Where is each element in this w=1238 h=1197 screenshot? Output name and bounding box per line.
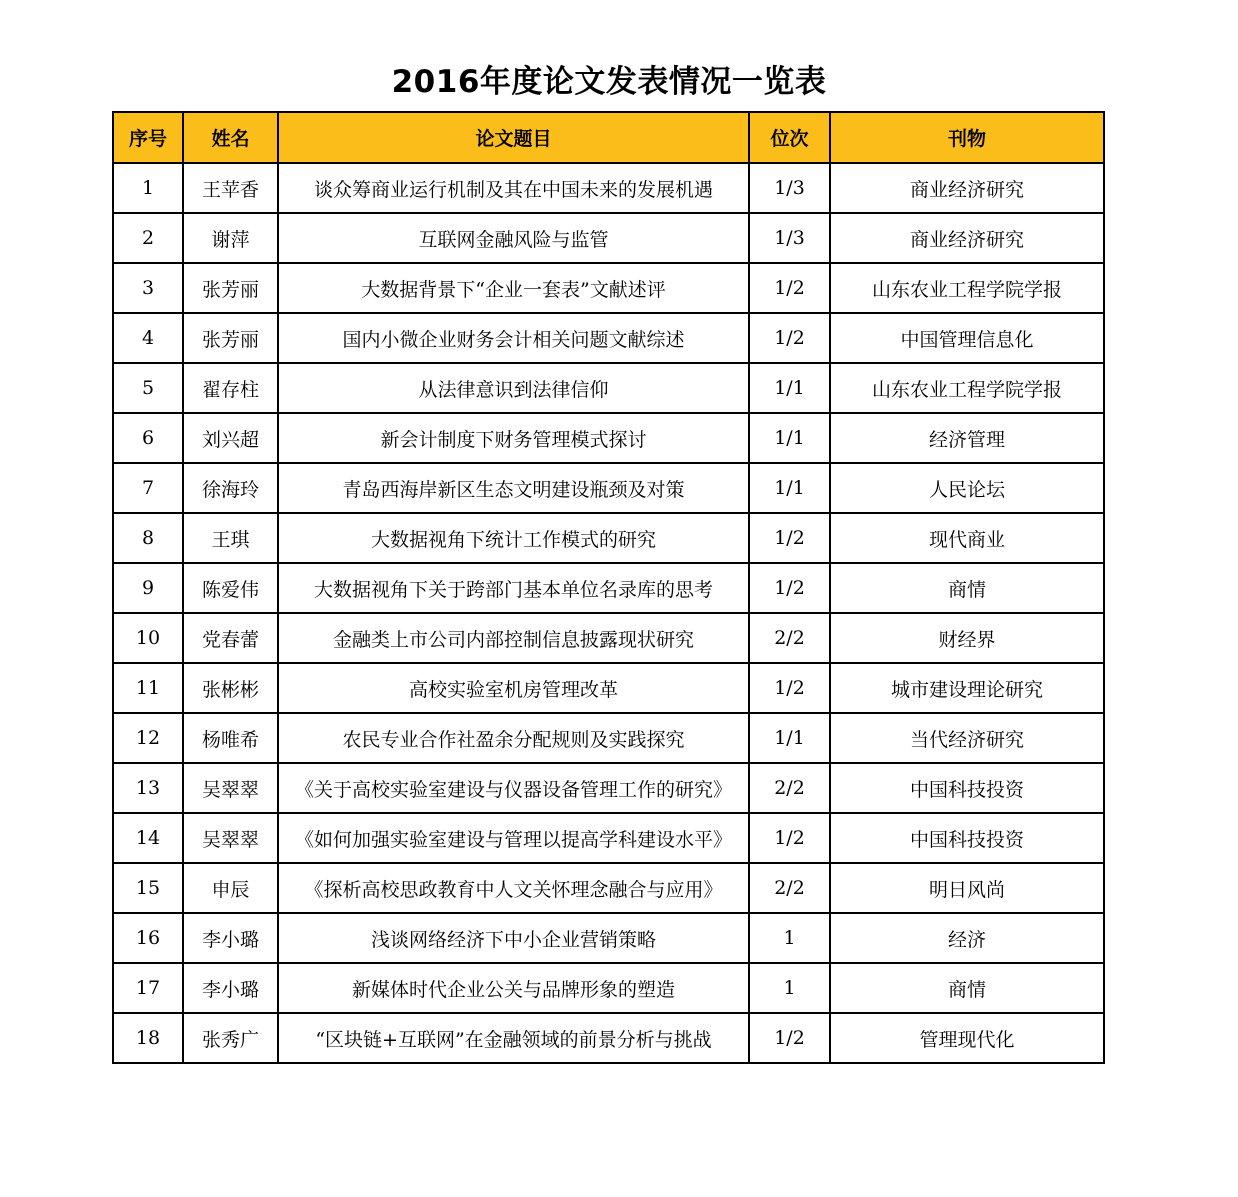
cell-paper-title: 高校实验室机房管理改革 <box>278 663 749 713</box>
table-body <box>113 163 1104 1063</box>
cell-index: 6 <box>113 413 183 463</box>
cell-author-name: 张秀广 <box>183 1013 278 1063</box>
cell-paper-title: 浅谈网络经济下中小企业营销策略 <box>278 913 749 963</box>
cell-index: 9 <box>113 563 183 613</box>
cell-journal: 商情 <box>830 963 1104 1013</box>
cell-journal: 管理现代化 <box>830 1013 1104 1063</box>
table-row <box>113 913 1104 963</box>
cell-author-rank: 2/2 <box>749 863 830 913</box>
table-header <box>113 112 1104 163</box>
cell-author-rank: 1/1 <box>749 713 830 763</box>
cell-author-rank: 1/2 <box>749 263 830 313</box>
cell-author-name: 李小璐 <box>183 913 278 963</box>
cell-index: 16 <box>113 913 183 963</box>
cell-index: 7 <box>113 463 183 513</box>
cell-journal: 中国管理信息化 <box>830 313 1104 363</box>
table-row <box>113 863 1104 913</box>
cell-journal: 财经界 <box>830 613 1104 663</box>
cell-paper-title: 国内小微企业财务会计相关问题文献综述 <box>278 313 749 363</box>
table-row <box>113 363 1104 413</box>
table-row <box>113 163 1104 213</box>
table-row <box>113 663 1104 713</box>
cell-journal: 商业经济研究 <box>830 213 1104 263</box>
table-row <box>113 1013 1104 1063</box>
table-row <box>113 263 1104 313</box>
cell-paper-title: 《如何加强实验室建设与管理以提高学科建设水平》 <box>278 813 749 863</box>
cell-paper-title: 互联网金融风险与监管 <box>278 213 749 263</box>
cell-paper-title: 《关于高校实验室建设与仪器设备管理工作的研究》 <box>278 763 749 813</box>
cell-author-name: 陈爱伟 <box>183 563 278 613</box>
cell-author-rank: 2/2 <box>749 763 830 813</box>
cell-index: 14 <box>113 813 183 863</box>
cell-author-name: 刘兴超 <box>183 413 278 463</box>
table-row <box>113 963 1104 1013</box>
header-name: 姓名 <box>183 112 278 163</box>
cell-paper-title: 谈众筹商业运行机制及其在中国未来的发展机遇 <box>278 163 749 213</box>
cell-author-rank: 1/3 <box>749 163 830 213</box>
cell-author-rank: 1/1 <box>749 463 830 513</box>
cell-paper-title: 《探析高校思政教育中人文关怀理念融合与应用》 <box>278 863 749 913</box>
cell-author-rank: 1/1 <box>749 363 830 413</box>
table-row <box>113 313 1104 363</box>
cell-journal: 人民论坛 <box>830 463 1104 513</box>
header-journal: 刊物 <box>830 112 1104 163</box>
header-author-rank: 位次 <box>749 112 830 163</box>
cell-author-name: 王琪 <box>183 513 278 563</box>
cell-author-rank: 2/2 <box>749 613 830 663</box>
page-title: 2016年度论文发表情况一览表 <box>391 64 827 100</box>
cell-paper-title: 从法律意识到法律信仰 <box>278 363 749 413</box>
cell-author-rank: 1/2 <box>749 1013 830 1063</box>
cell-paper-title: 青岛西海岸新区生态文明建设瓶颈及对策 <box>278 463 749 513</box>
table-row <box>113 563 1104 613</box>
cell-journal: 明日风尚 <box>830 863 1104 913</box>
cell-index: 2 <box>113 213 183 263</box>
cell-author-name: 张芳丽 <box>183 263 278 313</box>
table-row <box>113 813 1104 863</box>
cell-paper-title: 新会计制度下财务管理模式探讨 <box>278 413 749 463</box>
table-row <box>113 413 1104 463</box>
cell-journal: 商情 <box>830 563 1104 613</box>
cell-journal: 中国科技投资 <box>830 763 1104 813</box>
cell-index: 15 <box>113 863 183 913</box>
cell-paper-title: 金融类上市公司内部控制信息披露现状研究 <box>278 613 749 663</box>
table-row <box>113 463 1104 513</box>
cell-author-rank: 1 <box>749 913 830 963</box>
cell-author-name: 杨唯希 <box>183 713 278 763</box>
cell-author-name: 张芳丽 <box>183 313 278 363</box>
cell-index: 5 <box>113 363 183 413</box>
cell-index: 13 <box>113 763 183 813</box>
cell-author-rank: 1/2 <box>749 813 830 863</box>
publication-table <box>112 111 1105 1064</box>
cell-index: 8 <box>113 513 183 563</box>
cell-author-rank: 1/2 <box>749 513 830 563</box>
cell-author-name: 申辰 <box>183 863 278 913</box>
cell-author-name: 吴翠翠 <box>183 763 278 813</box>
cell-author-rank: 1/2 <box>749 663 830 713</box>
cell-journal: 商业经济研究 <box>830 163 1104 213</box>
cell-paper-title: 新媒体时代企业公关与品牌形象的塑造 <box>278 963 749 1013</box>
cell-index: 3 <box>113 263 183 313</box>
table-row <box>113 513 1104 563</box>
cell-journal: 中国科技投资 <box>830 813 1104 863</box>
cell-journal: 经济管理 <box>830 413 1104 463</box>
cell-index: 12 <box>113 713 183 763</box>
cell-index: 1 <box>113 163 183 213</box>
cell-journal: 山东农业工程学院学报 <box>830 263 1104 313</box>
cell-journal: 经济 <box>830 913 1104 963</box>
cell-index: 11 <box>113 663 183 713</box>
cell-author-name: 翟存柱 <box>183 363 278 413</box>
cell-index: 18 <box>113 1013 183 1063</box>
cell-author-name: 张彬彬 <box>183 663 278 713</box>
cell-paper-title: 大数据背景下“企业一套表”文献述评 <box>278 263 749 313</box>
cell-author-rank: 1/2 <box>749 313 830 363</box>
cell-author-name: 吴翠翠 <box>183 813 278 863</box>
cell-journal: 山东农业工程学院学报 <box>830 363 1104 413</box>
header-row <box>113 112 1104 163</box>
cell-author-rank: 1 <box>749 963 830 1013</box>
cell-index: 17 <box>113 963 183 1013</box>
header-index: 序号 <box>113 112 183 163</box>
cell-paper-title: 农民专业合作社盈余分配规则及实践探究 <box>278 713 749 763</box>
table-row <box>113 763 1104 813</box>
cell-author-rank: 1/3 <box>749 213 830 263</box>
cell-author-rank: 1/1 <box>749 413 830 463</box>
cell-author-name: 李小璐 <box>183 963 278 1013</box>
table-row <box>113 213 1104 263</box>
cell-journal: 城市建设理论研究 <box>830 663 1104 713</box>
cell-author-name: 徐海玲 <box>183 463 278 513</box>
cell-journal: 当代经济研究 <box>830 713 1104 763</box>
cell-paper-title: 大数据视角下关于跨部门基本单位名录库的思考 <box>278 563 749 613</box>
table-row <box>113 713 1104 763</box>
table-row <box>113 613 1104 663</box>
cell-paper-title: “区块链+互联网”在金融领域的前景分析与挑战 <box>278 1013 749 1063</box>
cell-author-name: 党春蕾 <box>183 613 278 663</box>
cell-paper-title: 大数据视角下统计工作模式的研究 <box>278 513 749 563</box>
cell-author-name: 谢萍 <box>183 213 278 263</box>
cell-index: 10 <box>113 613 183 663</box>
cell-author-name: 王苹香 <box>183 163 278 213</box>
cell-index: 4 <box>113 313 183 363</box>
header-paper-title: 论文题目 <box>278 112 749 163</box>
cell-journal: 现代商业 <box>830 513 1104 563</box>
cell-author-rank: 1/2 <box>749 563 830 613</box>
